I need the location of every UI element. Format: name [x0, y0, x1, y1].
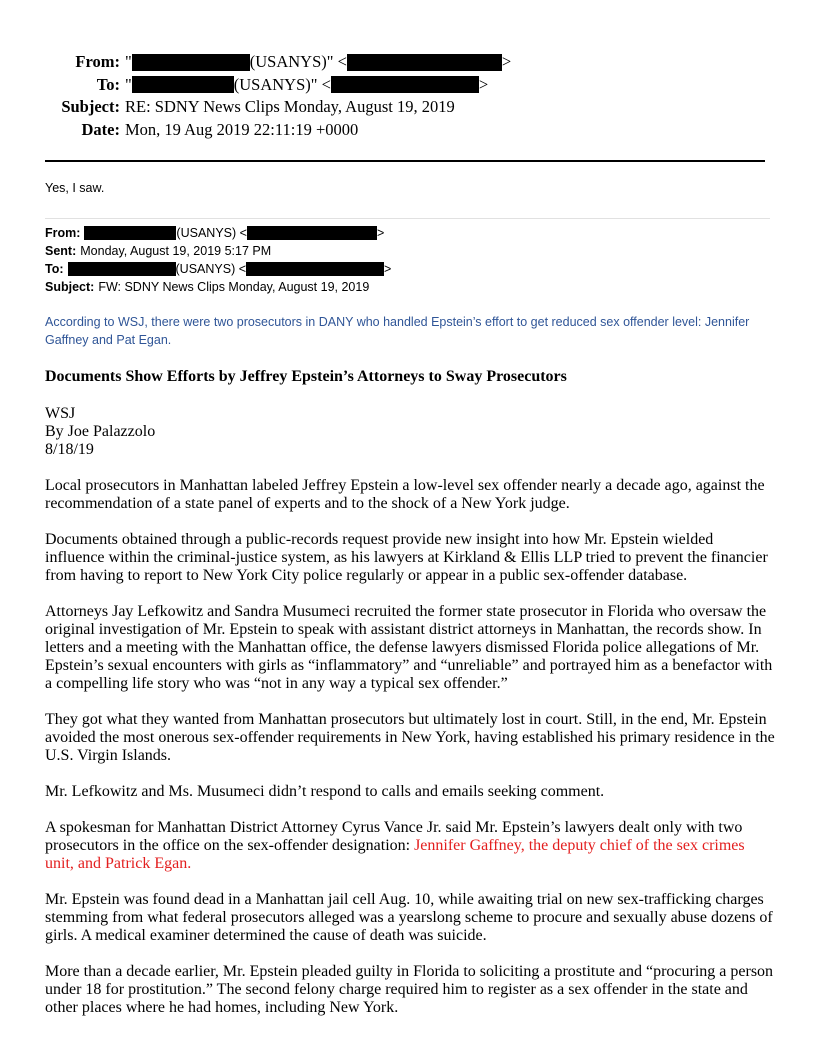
fwd-to-org: (USANYS) < [175, 262, 247, 276]
redacted-sender-name [132, 54, 250, 71]
fwd-subject-value: FW: SDNY News Clips Monday, August 19, 2019 [98, 280, 370, 294]
from-org: (USANYS)" < [249, 52, 347, 71]
article-body [45, 368, 775, 1035]
header-divider [45, 160, 765, 162]
subject-label: Subject: [61, 97, 120, 116]
fwd-subject-label: Subject: [45, 280, 95, 294]
article-paragraph-4: They got what they wanted from Manhattan prosecutors but ultimately lost in court. Still, in the end, Mr. Epstein avoided the most onerous sex-offender requirements in New York, having established his primary residence in the U.S. Virgin Islands. [45, 711, 775, 764]
from-close: > [501, 52, 512, 71]
date-label: Date: [81, 119, 120, 139]
header-subject-row [46, 96, 511, 119]
forwarded-header [45, 224, 391, 296]
redacted-sender-email [347, 54, 502, 71]
article-paragraph-5: Mr. Lefkowitz and Ms. Musumeci didn’t respond to calls and emails seeking comment. [45, 783, 605, 800]
date-value: Mon, 19 Aug 2019 22:11:19 +0000 [125, 119, 359, 139]
from-quote: " [125, 52, 132, 71]
fwd-from-close: > [376, 226, 385, 240]
fwd-from-label: From: [45, 226, 81, 240]
header-from-row [46, 51, 511, 74]
redacted-fwd-recipient-name [68, 262, 176, 276]
fwd-to-row [45, 260, 391, 278]
redacted-recipient-email [331, 76, 479, 93]
forward-note: According to WSJ, there were two prosecutors in DANY who handled Epstein’s effort to get reduced sex offender level: Jennifer Gaffney and Pat Egan. [45, 315, 750, 347]
from-label: From: [75, 52, 120, 71]
article-headline: Documents Show Efforts by Jeffrey Epstein’s Attorneys to Sway Prosecutors [45, 368, 567, 385]
article-paragraph-3: Attorneys Jay Lefkowitz and Sandra Musumeci recruited the former state prosecutor in Florida who oversaw the original investigation of Mr. Epstein to speak with assistant district attorneys in Manhattan, the records show. In letters and a meeting with the Manhattan office, the defense lawyers dismissed Florida police allegations of Mr. Epstein’s sexual encounters with girls as “inflammatory” and “unreliable” and portrayed him as a benefactor with a compelling life story who was “not in any way a typical sex offender.” [45, 603, 773, 692]
article-paragraph-6 [45, 819, 775, 873]
redacted-fwd-sender-email [247, 226, 377, 240]
fwd-from-org: (USANYS) < [176, 226, 247, 240]
fwd-sent-label: Sent: [45, 244, 77, 258]
reply-text: Yes, I saw. [45, 181, 105, 195]
paragraph-6-text: A spokesman for Manhattan District Attorney Cyrus Vance Jr. said Mr. Epstein’s lawyers dealt only with two prosecutors in the office on the sex-offender designation: [45, 819, 743, 854]
fwd-sent-value: Monday, August 19, 2019 5:17 PM [80, 244, 272, 258]
article-paragraph-8: More than a decade earlier, Mr. Epstein pleaded guilty in Florida to soliciting a prostitute and “procuring a person under 18 for prostitution.” The second felony charge required him to register as a sex offender in the state and other places where he had homes, including New York. [45, 963, 774, 1016]
to-quote: " [125, 74, 132, 94]
article-meta [45, 405, 775, 459]
header-date-row [46, 119, 511, 142]
subject-value: RE: SDNY News Clips Monday, August 19, 2019 [125, 97, 455, 116]
header-to-row [46, 74, 511, 97]
article-date: 8/18/19 [45, 441, 94, 458]
email-header [46, 51, 511, 141]
paragraph-6-highlight: Jennifer Gaffney, the deputy chief of the sex crimes unit, and Patrick Egan. [45, 837, 745, 872]
to-close: > [478, 74, 489, 94]
article-paragraph-2: Documents obtained through a public-records request provide new insight into how Mr. Epstein wielded influence within the criminal-justice system, as his lawyers at Kirkland & Ellis LLP tried to prevent the financier from having to report to New York City police regularly or appear in a public sex-offender database. [45, 531, 768, 584]
fwd-from-row [45, 224, 391, 242]
to-org: (USANYS)" < [233, 74, 331, 94]
redacted-fwd-sender-name [84, 226, 176, 240]
article-byline: By Joe Palazzolo [45, 423, 156, 440]
redacted-fwd-recipient-email [246, 262, 384, 276]
fwd-to-close: > [384, 262, 392, 276]
redacted-recipient-name [132, 76, 234, 93]
fwd-to-label: To: [45, 262, 64, 276]
fwd-sent-row [45, 242, 391, 260]
article-paragraph-7: Mr. Epstein was found dead in a Manhattan jail cell Aug. 10, while awaiting trial on new sex-trafficking charges stemming from what federal prosecutors alleged was a yearslong scheme to procure and sexually abuse dozens of girls. A medical examiner determined the cause of death was suicide. [45, 891, 773, 944]
to-label: To: [96, 74, 120, 94]
fwd-subject-row [45, 278, 391, 296]
article-source: WSJ [45, 405, 76, 422]
forward-divider [45, 218, 770, 219]
article-paragraph-1: Local prosecutors in Manhattan labeled Jeffrey Epstein a low-level sex offender nearly a decade ago, against the recommendation of a state panel of experts and to the shock of a New York judge. [45, 477, 765, 512]
